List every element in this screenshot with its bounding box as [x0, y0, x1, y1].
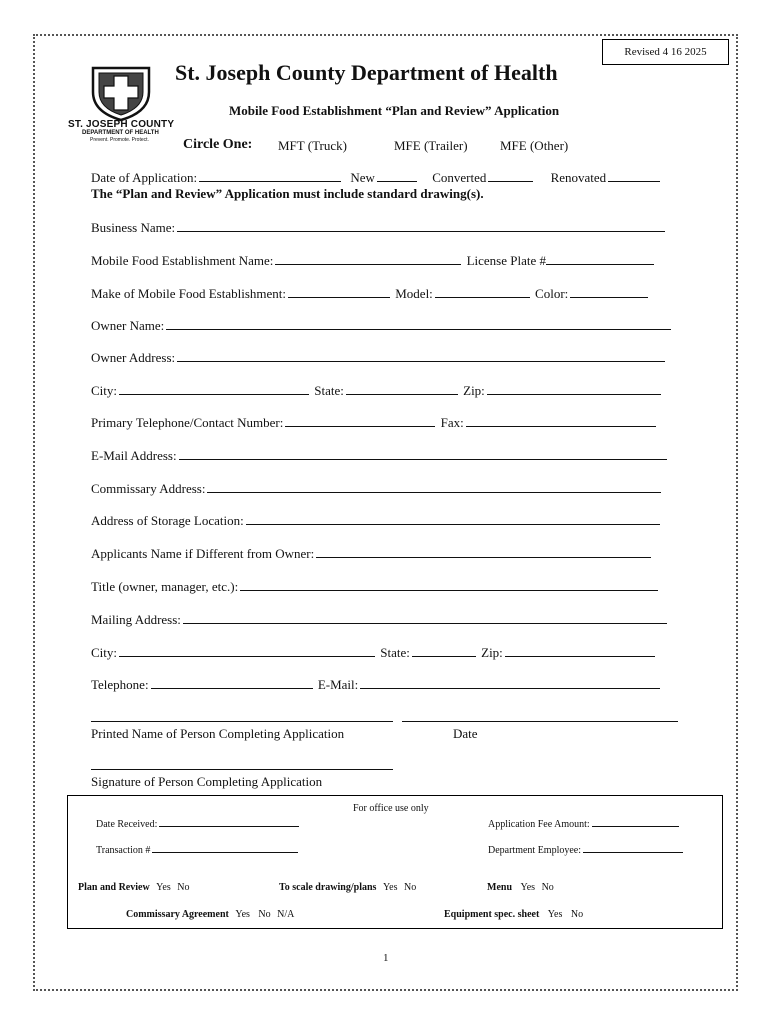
zip-field[interactable]: [487, 383, 661, 395]
city2-row: [91, 645, 657, 661]
drawing-notice: The “Plan and Review” Application must include standard drawing(s).: [91, 186, 484, 201]
applicant-field[interactable]: [316, 546, 651, 558]
state-field[interactable]: [346, 383, 458, 395]
employee-field[interactable]: [583, 843, 683, 853]
color-label: Color:: [535, 286, 569, 301]
logo-department: DEPARTMENT OF HEALTH: [82, 130, 159, 136]
fee-row: [488, 817, 681, 830]
fax-field[interactable]: [466, 415, 656, 427]
applicant-label: Applicants Name if Different from Owner:: [91, 546, 315, 561]
mfe-name-field[interactable]: [275, 253, 461, 265]
converted-label: Converted: [432, 170, 487, 185]
signature-line[interactable]: [91, 769, 393, 770]
equipment-row: [444, 909, 583, 920]
plan-review-no[interactable]: No: [177, 882, 190, 893]
owner-name-row: [91, 318, 673, 334]
date-of-application-row: [91, 170, 662, 186]
transaction-row: [96, 843, 300, 856]
make-field[interactable]: [288, 286, 390, 298]
date-label: Date: [453, 726, 478, 741]
make-row: [91, 286, 650, 302]
date-received-row: [96, 817, 301, 830]
date-line[interactable]: [402, 721, 678, 722]
date-of-application-label: Date of Application:: [91, 170, 198, 185]
renovated-field[interactable]: [608, 170, 660, 182]
commissary-agreement-no[interactable]: No: [258, 909, 271, 920]
business-name-field[interactable]: [177, 220, 665, 232]
commissary-agreement-yes[interactable]: Yes: [235, 909, 250, 920]
printed-name-label: Printed Name of Person Completing Application: [91, 726, 345, 741]
revised-date-box: Revised 4 16 2025: [602, 39, 729, 65]
page-number: 1: [383, 952, 389, 964]
new-label: New: [350, 170, 375, 185]
business-name-row: [91, 220, 667, 236]
zip2-label: Zip:: [481, 645, 503, 660]
email-field[interactable]: [179, 448, 667, 460]
office-use-box: [67, 795, 723, 929]
to-scale-label: To scale drawing/plans: [279, 882, 377, 893]
color-field[interactable]: [570, 286, 648, 298]
city2-label: City:: [91, 645, 118, 660]
license-plate-field[interactable]: [546, 253, 654, 265]
mailing-label: Mailing Address:: [91, 612, 181, 627]
title-role-row: [91, 579, 660, 595]
equipment-no[interactable]: No: [570, 909, 584, 920]
fee-field[interactable]: [592, 817, 679, 827]
telephone-label: Telephone:: [91, 677, 149, 692]
equipment-yes[interactable]: Yes: [547, 909, 563, 920]
plan-review-row: [78, 882, 189, 893]
mailing-row: [91, 612, 669, 628]
email2-label: E-Mail:: [317, 677, 359, 692]
mailing-field[interactable]: [183, 612, 667, 624]
signature-label: Signature of Person Completing Application: [91, 774, 323, 789]
state2-label: State:: [380, 645, 410, 660]
menu-no[interactable]: No: [541, 882, 554, 893]
phone-field[interactable]: [285, 415, 435, 427]
transaction-field[interactable]: [152, 843, 298, 853]
office-use-heading: For office use only: [353, 803, 429, 814]
equipment-label: Equipment spec. sheet: [444, 909, 540, 920]
city-row: [91, 383, 663, 399]
to-scale-no[interactable]: No: [404, 882, 417, 893]
city-label: City:: [91, 383, 118, 398]
owner-name-field[interactable]: [166, 318, 671, 330]
title-role-field[interactable]: [240, 579, 658, 591]
option-mfe-other[interactable]: MFE (Other): [500, 138, 569, 153]
menu-label: Menu: [487, 882, 512, 893]
transaction-label: Transaction #: [96, 845, 151, 856]
owner-name-label: Owner Name:: [91, 318, 165, 333]
circle-one-label: Circle One:: [183, 137, 253, 152]
employee-row: [488, 843, 685, 856]
new-field[interactable]: [377, 170, 417, 182]
phone-row: [91, 415, 658, 431]
employee-label: Department Employee:: [488, 845, 582, 856]
logo-county-name: ST. JOSEPH COUNTY: [68, 119, 175, 130]
storage-label: Address of Storage Location:: [91, 513, 244, 528]
city2-field[interactable]: [119, 645, 375, 657]
telephone-field[interactable]: [151, 677, 313, 689]
email-row: [91, 448, 669, 464]
storage-field[interactable]: [246, 513, 660, 525]
to-scale-yes[interactable]: Yes: [382, 882, 398, 893]
owner-address-label: Owner Address:: [91, 350, 176, 365]
title-role-label: Title (owner, manager, etc.):: [91, 579, 239, 594]
model-label: Model:: [395, 286, 433, 301]
date-received-label: Date Received:: [96, 819, 158, 830]
option-mfe-trailer[interactable]: MFE (Trailer): [394, 138, 468, 153]
fax-label: Fax:: [440, 415, 464, 430]
applicant-row: [91, 546, 653, 562]
form-subtitle: Mobile Food Establishment “Plan and Review” Application: [229, 103, 560, 118]
business-name-label: Business Name:: [91, 220, 176, 235]
commissary-agreement-label: Commissary Agreement: [126, 909, 229, 920]
phone-label: Primary Telephone/Contact Number:: [91, 415, 284, 430]
converted-field[interactable]: [488, 170, 533, 182]
to-scale-row: [279, 882, 416, 893]
storage-row: [91, 513, 662, 529]
email-label: E-Mail Address:: [91, 448, 177, 463]
license-plate-label: License Plate #: [466, 253, 547, 268]
mfe-name-label: Mobile Food Establishment Name:: [91, 253, 274, 268]
menu-yes[interactable]: Yes: [520, 882, 536, 893]
logo-tagline: Prevent. Promote. Protect.: [90, 137, 149, 143]
mfe-name-row: [91, 253, 656, 269]
commissary-label: Commissary Address:: [91, 481, 206, 496]
city-field[interactable]: [119, 383, 309, 395]
commissary-agreement-na[interactable]: N/A: [277, 909, 295, 920]
plan-review-yes[interactable]: Yes: [156, 882, 171, 893]
option-mft-truck[interactable]: MFT (Truck): [278, 138, 347, 153]
date-received-field[interactable]: [159, 817, 299, 827]
make-label: Make of Mobile Food Establishment:: [91, 286, 286, 301]
renovated-label: Renovated: [550, 170, 607, 185]
owner-address-row: [91, 350, 667, 366]
plan-review-label: Plan and Review: [78, 882, 150, 893]
commissary-field[interactable]: [207, 481, 661, 493]
state2-field[interactable]: [412, 645, 476, 657]
printed-name-line[interactable]: [91, 721, 393, 722]
zip-label: Zip:: [463, 383, 485, 398]
commissary-row: [91, 481, 663, 497]
fee-label: Application Fee Amount:: [488, 819, 590, 830]
state-label: State:: [314, 383, 344, 398]
county-shield-logo-icon: [88, 62, 154, 122]
menu-row: [487, 882, 554, 893]
telephone-row: [91, 677, 662, 693]
email2-field[interactable]: [360, 677, 660, 689]
page-title: St. Joseph County Department of Health: [175, 60, 558, 85]
zip2-field[interactable]: [505, 645, 655, 657]
owner-address-field[interactable]: [177, 350, 665, 362]
date-of-application-field[interactable]: [199, 170, 341, 182]
commissary-agreement-row: [126, 909, 294, 920]
model-field[interactable]: [435, 286, 530, 298]
